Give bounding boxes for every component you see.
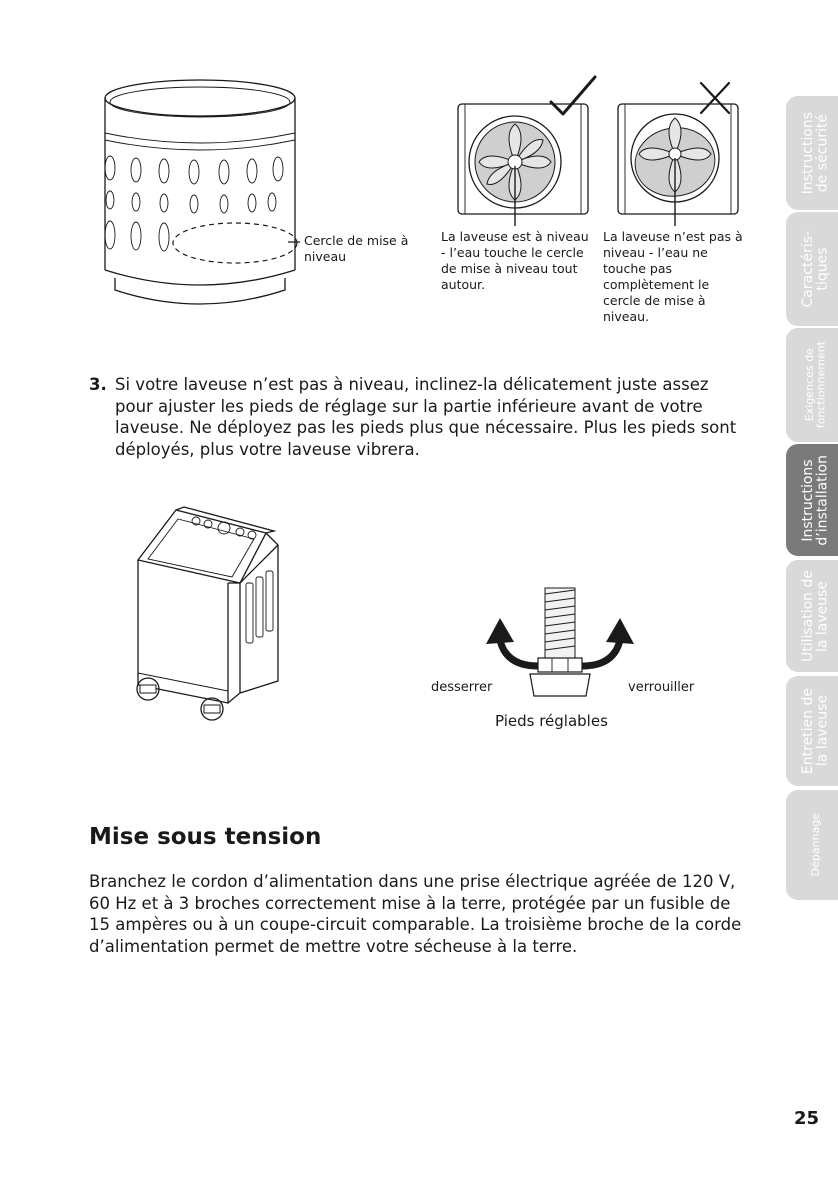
section-title: Mise sous tension (89, 824, 322, 850)
checkmark-icon (547, 74, 599, 118)
step-text: Si votre laveuse n’est pas à niveau, inclinez-la délicatement juste assez pour ajuster les pieds de réglage sur la partie inférieure avant de votre laveuse. Ne déployez pas les pieds plus que nécessaire. Plus les pieds sont déployés, plus votre laveuse vibrera. (115, 375, 737, 459)
tab-label: Instructions d’installation (800, 454, 831, 546)
tab-label: Entretien de la laveuse (800, 687, 831, 775)
drum-figure (100, 78, 300, 310)
step-3 (89, 374, 749, 460)
tab-label: Dépannage (809, 813, 823, 877)
section-body: Branchez le cordon d’alimentation dans une prise électrique agréée de 120 V, 60 Hz et à 3 broches correctement mise à la terre, protégée par un fusible de 15 ampères ou à un coupe-circuit comparable. La troisième broche de la corde d’alimentation permet de mettre votre sécheuse à la terre. (89, 872, 742, 956)
level-ok-caption: La laveuse est à niveau - l’eau touche le cercle de mise à niveau tout autour. (441, 229, 589, 292)
step-number: 3. (89, 375, 107, 394)
adjustable-foot-figure (478, 580, 648, 700)
tab-label: Caractéris- tiques (800, 230, 831, 308)
tab-label: Exigences de fonctionnement (803, 341, 828, 429)
tab-depannage[interactable] (786, 790, 838, 900)
loosen-label: desserrer (431, 680, 493, 695)
x-mark-icon (698, 80, 732, 116)
tab-label: Utilisation de la laveuse (800, 569, 831, 663)
tab-instructions-de-securite[interactable] (786, 96, 838, 210)
tab-label: Instructions de sécurité (800, 111, 831, 195)
tab-instructions-installation[interactable] (786, 444, 838, 556)
page-number: 25 (794, 1108, 820, 1129)
lock-label: verrouiller (628, 680, 695, 695)
feet-caption: Pieds réglables (495, 712, 608, 730)
tab-caracteristiques[interactable] (786, 212, 838, 326)
drum-caption: Cercle de mise à niveau (304, 233, 409, 264)
level-bad-caption: La laveuse n’est pas à niveau - l’eau ne touche pas complètement le cercle de mise à niveau. (603, 229, 743, 324)
washer-figure (128, 505, 283, 725)
tab-exigences-de-fonctionnement[interactable] (786, 328, 838, 442)
tab-entretien-de-la-laveuse[interactable] (786, 676, 838, 786)
tab-utilisation-de-la-laveuse[interactable] (786, 560, 838, 672)
